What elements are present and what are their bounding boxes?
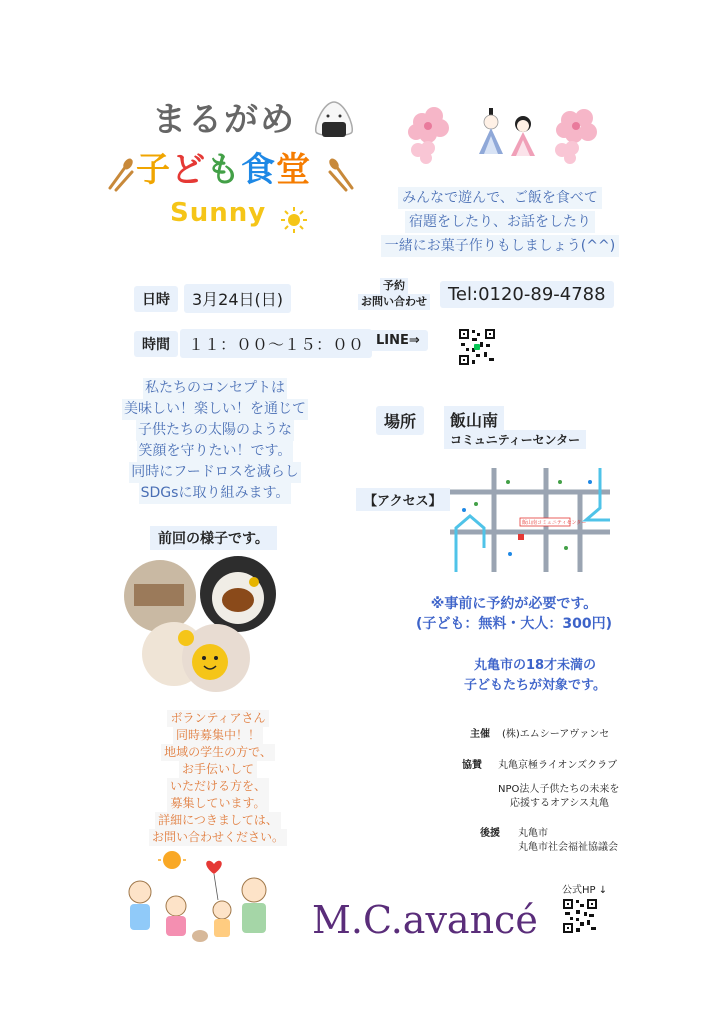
volunteer-line: 詳細につきましては、 [155, 812, 281, 829]
title-char: も [206, 150, 241, 190]
title-char: 子 [136, 150, 171, 190]
concept-line: 私たちのコンセプトは [143, 378, 287, 399]
reservation-label-line2: お問い合わせ [358, 294, 430, 310]
date-value: 3月24日(日) [184, 284, 291, 313]
catchphrase-line: みんなで遊んで、ご飯を食べて [398, 187, 602, 209]
tel-number[interactable]: Tel:0120-89-4788 [440, 281, 614, 308]
line-label: LINE⇒ [368, 330, 428, 351]
concept-text [110, 378, 320, 504]
title-char: 堂 [276, 150, 311, 190]
reservation-label-line1: 予約 [380, 278, 408, 294]
notice [392, 594, 636, 634]
title-char: 食 [241, 150, 276, 190]
line-qr-code[interactable] [458, 328, 496, 366]
cosponsor-label: 協賛 [462, 760, 482, 771]
brand-logo: M.C.avancé [312, 898, 538, 942]
place-name-line1: 飯山南 [444, 406, 504, 433]
catchphrase [370, 186, 630, 258]
place-label: 場所 [376, 406, 424, 435]
place-name-line2: コミュニティーセンター [444, 430, 586, 449]
target-text [440, 656, 630, 696]
official-hp-label: 公式HP ↓ [562, 885, 608, 896]
access-label: 【アクセス】 [356, 488, 450, 511]
target-line1: 丸亀市の18才未満の [473, 658, 597, 673]
onigiri-icon [312, 100, 356, 138]
sakura-right-icon [540, 104, 606, 164]
hina-doll-male-icon [476, 108, 506, 156]
target-line2: 子どもたちが対象です。 [464, 678, 606, 693]
sun-icon [280, 206, 308, 234]
host-label: 主催 [470, 729, 490, 740]
cosponsor-2-line2: 応援するオアシス丸亀 [510, 798, 609, 809]
title-line1: まるがめ [152, 100, 296, 140]
cosponsor-2-line1: NPO法人子供たちの未来を [498, 784, 620, 795]
title-char: ど [171, 150, 206, 190]
sakura-left-icon [400, 104, 466, 164]
support-2: 丸亀市社会福祉協議会 [518, 842, 618, 853]
fork-spoon-right-icon [324, 158, 358, 192]
official-hp-qr-code[interactable] [562, 898, 598, 934]
photo-collage [124, 554, 280, 694]
concept-line: 同時にフードロスを減らし [129, 462, 301, 483]
time-value: １１：００〜１５：００ [180, 329, 372, 358]
cosponsor-1: 丸亀京極ライオンズクラブ [498, 760, 618, 771]
title-line3: Sunny [170, 198, 267, 228]
host-name: (株)エムシーアヴァンセ [502, 729, 610, 740]
date-label: 日時 [134, 286, 178, 312]
concept-line: 美味しい！楽しい！を通じて [122, 399, 308, 420]
notice-line2: (子ども：無料・大人：300円) [415, 616, 613, 632]
catchphrase-line: 一緒にお菓子作りもしましょう(^^) [381, 235, 619, 257]
kids-illustration [122, 850, 278, 946]
hina-doll-female-icon [508, 114, 538, 158]
previous-label: 前回の様子です。 [150, 526, 277, 550]
access-map[interactable] [450, 468, 610, 572]
support-1: 丸亀市 [518, 828, 548, 839]
time-label: 時間 [134, 331, 178, 357]
volunteer-line: 募集しています。 [167, 795, 268, 812]
concept-line: SDGsに取り組みます。 [139, 483, 292, 504]
volunteer-line: お手伝いして [179, 761, 257, 778]
title-line2 [136, 142, 311, 191]
volunteer-line: 地域の学生の方で、 [161, 744, 275, 761]
concept-line: 笑顔を守りたい！です。 [137, 441, 294, 462]
support-label: 後援 [480, 828, 500, 839]
reservation-label [356, 278, 432, 310]
volunteer-line: 同時募集中！！ [173, 727, 263, 744]
map-location-label: 飯山南コミュニティセンター [522, 520, 587, 526]
volunteer-line: いただける方を、 [167, 778, 269, 795]
volunteer-text [120, 710, 316, 846]
notice-line1: ※事前に予約が必要です。 [430, 596, 598, 612]
volunteer-line: ボランティアさん [167, 710, 268, 727]
volunteer-line: お問い合わせください。 [149, 829, 287, 846]
fork-spoon-left-icon [104, 158, 138, 192]
catchphrase-line: 宿題をしたり、お話をしたり [405, 211, 595, 233]
concept-line: 子供たちの太陽のような [136, 420, 294, 441]
